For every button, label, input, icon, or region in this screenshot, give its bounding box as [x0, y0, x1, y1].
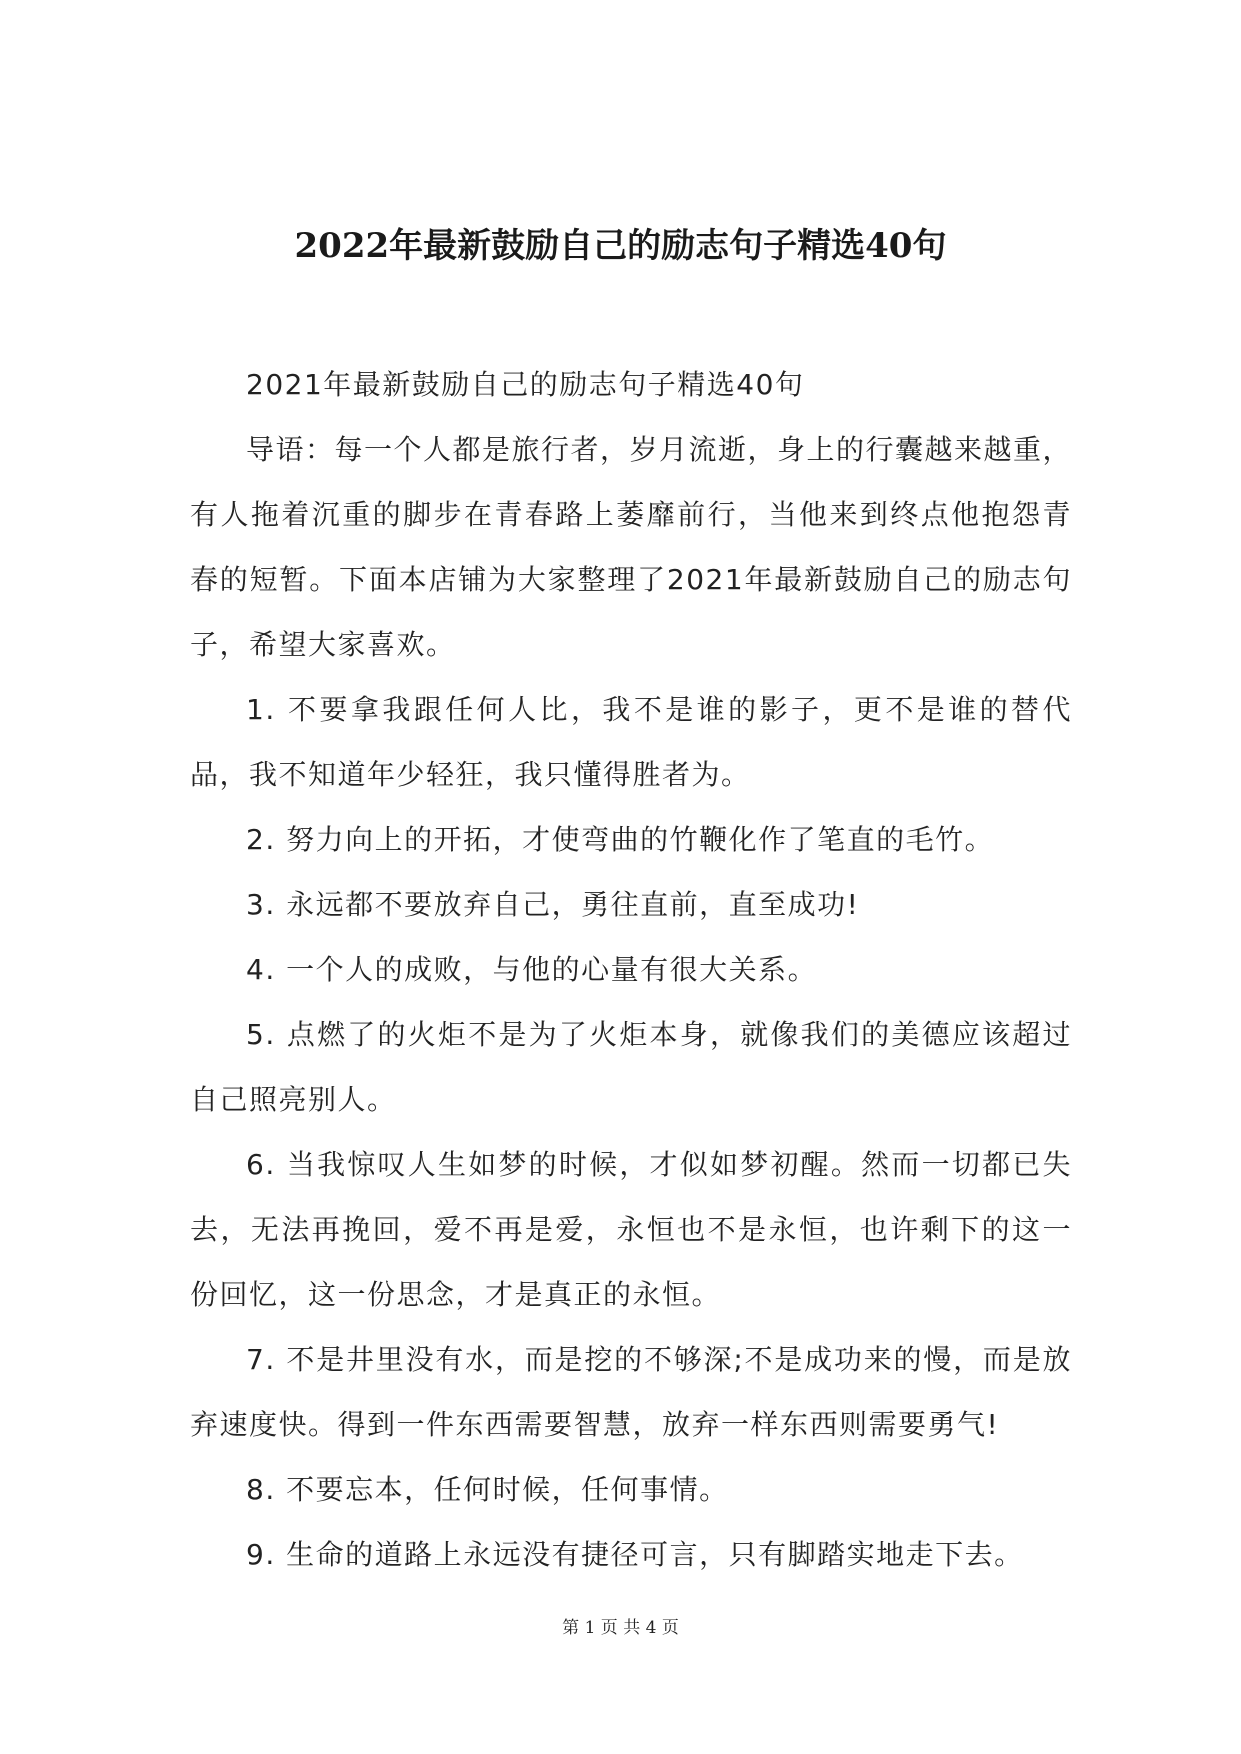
quote-paragraph-7: 7. 不是井里没有水，而是挖的不够深;不是成功来的慢，而是放弃速度快。得到一件东西需要智慧，放弃一样东西则需要勇气! [190, 1343, 1072, 1441]
quote-paragraph-9: 9. 生命的道路上永远没有捷径可言，只有脚踏实地走下去。 [246, 1538, 1024, 1571]
quote-paragraph-8: 8. 不要忘本，任何时候，任何事情。 [246, 1473, 729, 1506]
intro-paragraph: 导语：每一个人都是旅行者，岁月流逝，身上的行囊越来越重，有人拖着沉重的脚步在青春路上萎靡前行，当他来到终点他抱怨青春的短暂。下面本店铺为大家整理了2021年最新鼓励自己的励志句子，希望大家喜欢。 [190, 433, 1073, 661]
page-number-footer: 第 1 页 共 4 页 [562, 1618, 679, 1638]
quote-paragraph-5: 5. 点燃了的火炬不是为了火炬本身，就像我们的美德应该超过自己照亮别人。 [190, 1018, 1072, 1116]
quote-paragraph-3: 3. 永远都不要放弃自己，勇往直前，直至成功! [246, 888, 860, 921]
quote-paragraph-6: 6. 当我惊叹人生如梦的时候，才似如梦初醒。然而一切都已失去，无法再挽回，爱不再是爱，永恒也不是永恒，也许剩下的这一份回忆，这一份思念，才是真正的永恒。 [190, 1148, 1072, 1311]
quote-paragraph-2: 2. 努力向上的开拓，才使弯曲的竹鞭化作了笔直的毛竹。 [246, 823, 995, 856]
quote-paragraph-1: 1. 不要拿我跟任何人比，我不是谁的影子，更不是谁的替代品，我不知道年少轻狂，我只懂得胜者为。 [190, 693, 1072, 791]
document-body [190, 352, 1072, 1587]
document-title: 2022年最新鼓励自己的励志句子精选40句 [294, 226, 947, 266]
subtitle-paragraph: 2021年最新鼓励自己的励志句子精选40句 [246, 368, 805, 401]
quote-paragraph-4: 4. 一个人的成败，与他的心量有很大关系。 [246, 953, 818, 986]
